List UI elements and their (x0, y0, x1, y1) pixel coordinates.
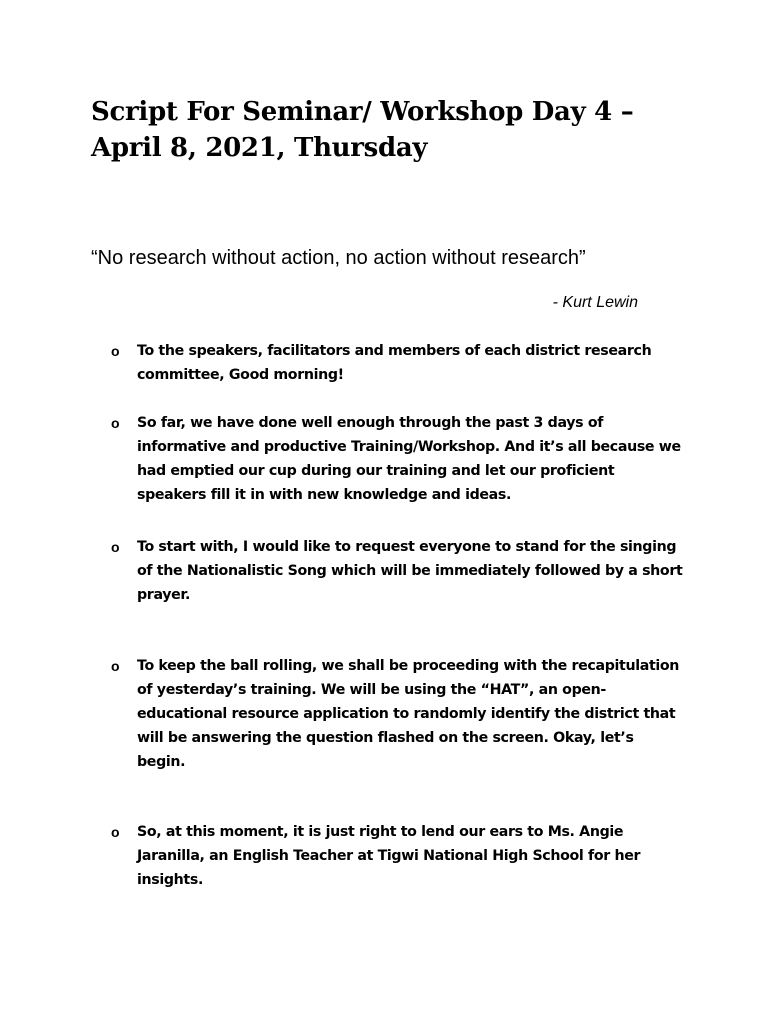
epigraph-quote: “No research without action, no action without research” (91, 247, 586, 269)
quote-author: - Kurt Lewin (552, 294, 638, 311)
script-item (111, 411, 683, 507)
script-item-text: To start with, I would like to request everyone to stand for the singing of the Nationalistic Song which will be immediately followed by a short prayer. (137, 539, 683, 603)
script-item (111, 535, 683, 607)
script-item-text: To the speakers, facilitators and members of each district research committee, Good morning! (137, 343, 652, 383)
bullet-icon: o (111, 824, 120, 840)
bullet-icon: o (111, 415, 120, 431)
script-item-text: So, at this moment, it is just right to lend our ears to Ms. Angie Jaranilla, an English Teacher at Tigwi National High School for her insights. (137, 824, 641, 888)
script-item-text: To keep the ball rolling, we shall be proceeding with the recapitulation of yesterday’s training. We will be using the “HAT”, an open-educational resource application to randomly identify the district that will be answering the question flashed on the screen. Okay, let’s begin. (137, 658, 680, 770)
script-item-text: So far, we have done well enough through the past 3 days of informative and productive Training/Workshop. And it’s all because we had emptied our cup during our training and let our proficient speakers fill it in with new knowledge and ideas. (137, 415, 681, 503)
bullet-icon: o (111, 539, 120, 555)
script-item (111, 654, 683, 774)
page-title: Script For Seminar/ Workshop Day 4 – April 8, 2021, Thursday (91, 97, 634, 163)
script-item (111, 339, 683, 387)
bullet-icon: o (111, 658, 120, 674)
bullet-icon: o (111, 343, 120, 359)
script-item (111, 820, 683, 892)
